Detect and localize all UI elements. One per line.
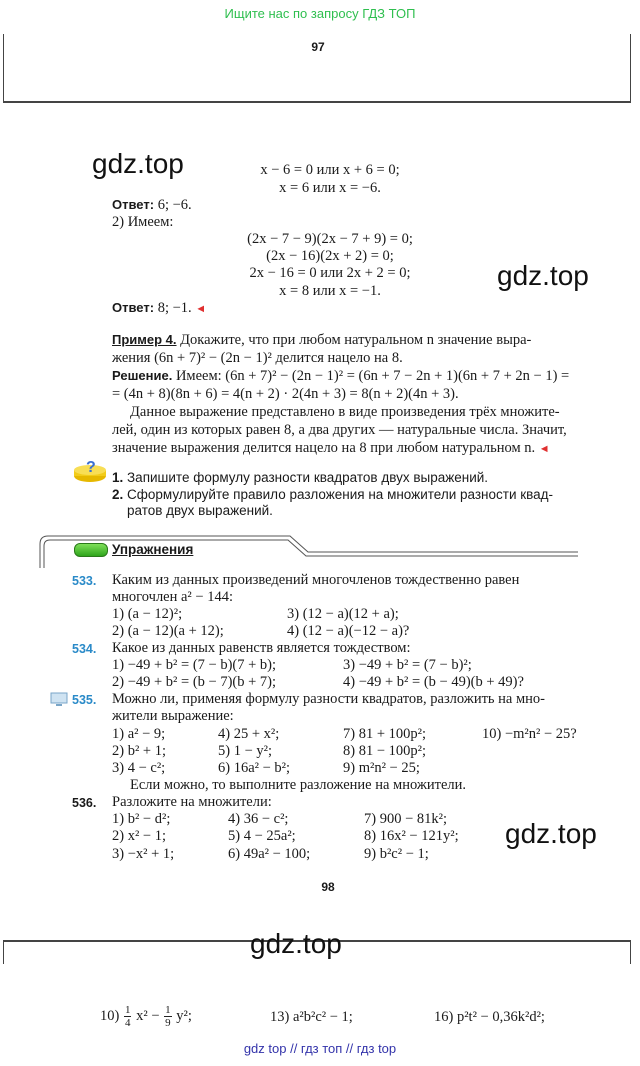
watermark: gdz.top xyxy=(250,928,342,959)
exercise-number: 533. xyxy=(72,574,97,588)
equation-line: (2x − 16)(2x + 2) = 0; xyxy=(266,248,394,264)
option: 6) 16a² − b²; xyxy=(218,760,291,776)
option: 4) 25 + x²; xyxy=(218,726,280,742)
solution-label: Решение. xyxy=(112,368,173,383)
option: 3) −x² + 1; xyxy=(112,846,175,862)
answer-label: Ответ: xyxy=(112,300,155,315)
equation-line: x = 8 или x = −1. xyxy=(279,283,381,299)
exercise-text: Какое из данных равенств является тождеством: xyxy=(112,640,411,656)
footer-links: gdz top // гдз топ // гдз top xyxy=(243,1041,397,1056)
answer-2 xyxy=(112,300,206,317)
answer-label: Ответ: xyxy=(112,197,155,212)
section-title: Упражнения xyxy=(112,542,194,557)
solution-text: значение выражения делится нацело на 8 при любом натуральном n. xyxy=(112,440,536,456)
left-border-top xyxy=(3,34,4,102)
question-2 xyxy=(112,487,553,502)
fraction-numerator: 1 xyxy=(124,1004,131,1016)
option: 3) −49 + b² = (7 − b)²; xyxy=(343,657,472,673)
question-text: Сформулируйте правило разложения на множители разности квад- xyxy=(127,487,554,502)
option: 5) 1 − y²; xyxy=(218,743,273,759)
option-10 xyxy=(100,1004,192,1029)
solution-line2: = (4n + 8)(8n + 6) = 4(n + 2) · 2(4n + 3) = 8(n + 2)(4n + 3). xyxy=(112,386,459,402)
option: 5) 4 − 25a²; xyxy=(228,828,296,844)
exercise-number: 536. xyxy=(72,796,97,810)
end-marker-icon: ◄ xyxy=(195,303,207,315)
fraction-numerator: 1 xyxy=(165,1004,171,1016)
fraction-denominator: 4 xyxy=(124,1017,131,1029)
exercise-number: 535. xyxy=(72,693,97,707)
left-border-bottom xyxy=(3,940,4,964)
option: 4) −49 + b² = (b − 49)(b + 49)? xyxy=(343,674,524,690)
option-13: 13) a²b²c² − 1; xyxy=(270,1009,353,1025)
exercise-text: многочлен a² − 144: xyxy=(112,589,233,605)
watermark: gdz.top xyxy=(505,818,597,849)
option-16: 16) p²t² − 0,36k²d²; xyxy=(434,1009,545,1025)
exercise-number: 534. xyxy=(72,642,97,656)
solution-text: Имеем: (6n + 7)² − (2n − 1)² = (6n + 7 − 2n + 1)(6n + 7 + 2n − 1) = xyxy=(175,368,570,384)
answer-1 xyxy=(112,197,192,214)
option-text: y²; xyxy=(176,1007,192,1024)
exercise-text: Каким из данных произведений многочленов тождественно равен xyxy=(112,572,520,588)
question-2-cont: ратов двух выражений. xyxy=(127,503,273,518)
top-banner: Ищите нас по запросу ГДЗ ТОП xyxy=(224,6,416,21)
option: 2) b² + 1; xyxy=(112,743,167,759)
solution-line1 xyxy=(112,368,569,385)
option: 2) x² − 1; xyxy=(112,828,167,844)
equation-line: 2x − 16 = 0 или 2x + 2 = 0; xyxy=(249,265,411,281)
answer-value: 8; −1. xyxy=(157,300,192,316)
watermark: gdz.top xyxy=(497,260,589,291)
fraction-denominator: 9 xyxy=(165,1017,171,1029)
exercise-text: Если можно, то выполните разложение на множители. xyxy=(130,777,467,793)
svg-text:?: ? xyxy=(86,459,96,476)
option: 9) b²c² − 1; xyxy=(364,846,429,862)
question-number: 1. xyxy=(112,470,124,485)
option: 1) b² − d²; xyxy=(112,811,171,827)
fraction xyxy=(164,1004,172,1029)
option-text: x² − xyxy=(136,1007,160,1024)
equation-line: (2x − 7 − 9)(2x − 7 + 9) = 0; xyxy=(247,231,413,247)
question-number: 2. xyxy=(112,487,124,502)
page-number-bottom: 98 xyxy=(321,880,335,894)
exercise-text: Можно ли, применяя формулу разности квадратов, разложить на мно- xyxy=(112,691,545,707)
solution-line3: Данное выражение представлено в виде произведения трёх множите- xyxy=(130,404,560,420)
exercise-text: Разложите на множители: xyxy=(112,794,272,810)
option: 1) (a − 12)²; xyxy=(112,606,183,622)
example-4-line1 xyxy=(112,332,531,349)
option: 1) a² − 9; xyxy=(112,726,166,742)
question-text: Запишите формулу разности квадратов двух выражений. xyxy=(127,470,489,485)
computer-icon xyxy=(50,692,68,708)
option: 1) −49 + b² = (7 − b)(7 + b); xyxy=(112,657,277,673)
example-4-label: Пример 4. xyxy=(112,332,177,347)
solution-line4: лей, один из которых равен 8, а два других — натуральные числа. Значит, xyxy=(112,422,567,438)
option: 4) (12 − a)(−12 − a)? xyxy=(287,623,410,639)
example-4-line2: жения (6n + 7)² − (2n − 1)² делится нацело на 8. xyxy=(112,350,403,366)
option: 7) 81 + 100p²; xyxy=(343,726,427,742)
option: 3) 4 − c²; xyxy=(112,760,166,776)
fraction xyxy=(124,1004,132,1029)
question-icon xyxy=(72,458,108,484)
option: 3) (12 − a)(12 + a); xyxy=(287,606,399,622)
option: 4) 36 − c²; xyxy=(228,811,289,827)
option: 6) 49a² − 100; xyxy=(228,846,311,862)
right-border-bottom xyxy=(630,940,631,964)
watermark: gdz.top xyxy=(92,148,184,179)
example-4-text: Докажите, что при любом натуральном n значение выра- xyxy=(180,332,532,348)
option: 7) 900 − 81k²; xyxy=(364,811,448,827)
question-1 xyxy=(112,470,488,485)
option: 2) (a − 12)(a + 12); xyxy=(112,623,224,639)
exercise-text: жители выражение: xyxy=(112,708,234,724)
exercises-icon xyxy=(74,543,108,557)
equation-line: x = 6 или x = −6. xyxy=(279,180,381,196)
equation-line: x − 6 = 0 или x + 6 = 0; xyxy=(260,162,400,178)
option-prefix: 10) xyxy=(100,1007,120,1024)
answer-value: 6; −6. xyxy=(157,197,192,213)
page-number-top: 97 xyxy=(311,40,325,54)
option: 10) −m²n² − 25? xyxy=(482,726,577,742)
page-divider-top xyxy=(3,101,631,103)
right-border-top xyxy=(630,34,631,102)
option: 8) 81 − 100p²; xyxy=(343,743,427,759)
option: 2) −49 + b² = (b − 7)(b + 7); xyxy=(112,674,277,690)
solution-line5 xyxy=(112,440,550,457)
option: 8) 16x² − 121y²; xyxy=(364,828,459,844)
item-2-intro: 2) Имеем: xyxy=(112,214,174,230)
option: 9) m²n² − 25; xyxy=(343,760,420,776)
end-marker-icon: ◄ xyxy=(538,443,550,455)
